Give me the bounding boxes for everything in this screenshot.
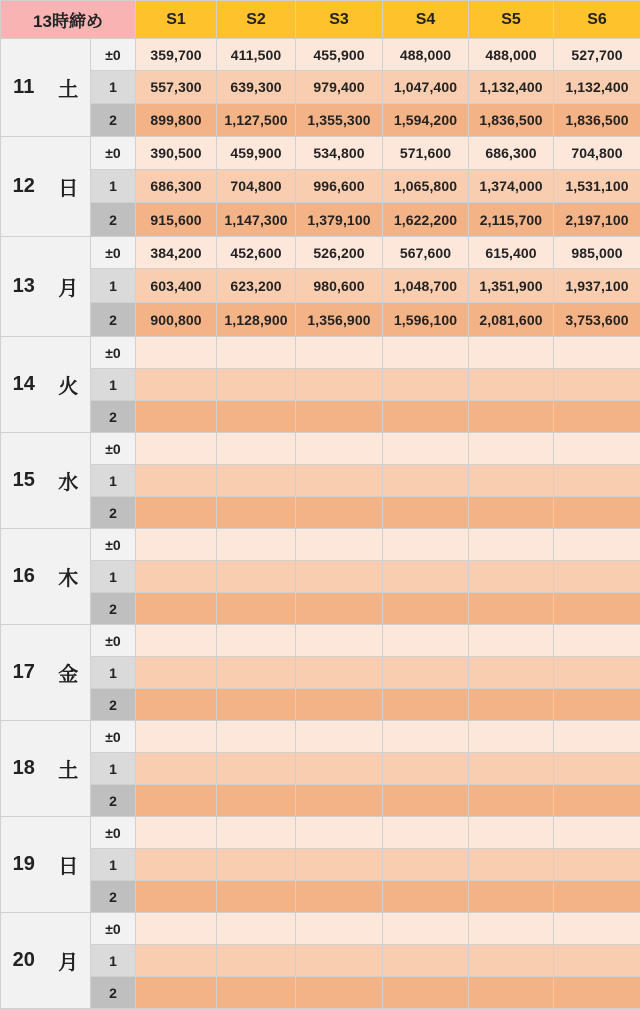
value-cell: 411,500 — [217, 39, 296, 71]
value-cell: 1,594,200 — [383, 104, 469, 137]
value-cell — [469, 817, 554, 849]
value-cell — [383, 881, 469, 913]
day-number: 11 — [1, 39, 47, 137]
value-cell — [296, 593, 383, 625]
table-row — [1, 465, 640, 497]
value-cell — [217, 753, 296, 785]
value-cell — [383, 529, 469, 561]
value-cell — [554, 657, 640, 689]
value-cell — [469, 337, 554, 369]
value-cell — [383, 689, 469, 721]
level-label: 2 — [91, 977, 136, 1009]
value-cell — [136, 369, 217, 401]
value-cell: 899,800 — [136, 104, 217, 137]
table-row — [1, 529, 640, 561]
value-cell — [554, 433, 640, 465]
corner-label: 13時締め — [1, 1, 136, 39]
value-cell — [469, 913, 554, 945]
column-header-s3: S3 — [296, 1, 383, 39]
value-cell — [136, 977, 217, 1009]
value-cell — [383, 721, 469, 753]
value-cell — [469, 849, 554, 881]
value-cell: 979,400 — [296, 71, 383, 104]
value-cell — [469, 369, 554, 401]
column-header-s2: S2 — [217, 1, 296, 39]
value-cell — [296, 945, 383, 977]
value-cell: 980,600 — [296, 269, 383, 303]
value-cell: 384,200 — [136, 237, 217, 269]
level-label: ±0 — [91, 237, 136, 269]
day-number: 12 — [1, 137, 47, 237]
day-number: 17 — [1, 625, 47, 721]
value-cell — [383, 497, 469, 529]
table-row — [1, 785, 640, 817]
value-cell: 1,047,400 — [383, 71, 469, 104]
value-cell — [296, 657, 383, 689]
value-cell — [554, 977, 640, 1009]
column-header-s6: S6 — [554, 1, 640, 39]
weekday-label: 金 — [47, 625, 91, 721]
table-row — [1, 401, 640, 433]
value-cell — [383, 561, 469, 593]
level-label: 2 — [91, 497, 136, 529]
value-cell — [296, 849, 383, 881]
level-label: ±0 — [91, 913, 136, 945]
value-cell — [136, 881, 217, 913]
value-cell: 459,900 — [217, 137, 296, 170]
value-cell: 571,600 — [383, 137, 469, 170]
value-cell: 2,081,600 — [469, 303, 554, 337]
table-row — [1, 849, 640, 881]
value-cell — [383, 657, 469, 689]
value-cell — [383, 625, 469, 657]
value-cell — [554, 369, 640, 401]
value-cell: 704,800 — [217, 170, 296, 203]
value-cell: 3,753,600 — [554, 303, 640, 337]
value-cell — [469, 657, 554, 689]
value-cell: 686,300 — [136, 170, 217, 203]
value-cell — [136, 465, 217, 497]
day-number: 15 — [1, 433, 47, 529]
table-row — [1, 593, 640, 625]
value-cell: 455,900 — [296, 39, 383, 71]
level-label: ±0 — [91, 39, 136, 71]
value-cell — [296, 497, 383, 529]
value-cell — [383, 465, 469, 497]
value-cell — [554, 849, 640, 881]
value-cell — [383, 945, 469, 977]
level-label: 1 — [91, 657, 136, 689]
column-header-s1: S1 — [136, 1, 217, 39]
value-cell — [217, 337, 296, 369]
value-cell — [296, 369, 383, 401]
value-cell — [136, 497, 217, 529]
column-header-s4: S4 — [383, 1, 469, 39]
value-cell — [136, 689, 217, 721]
level-label: 1 — [91, 71, 136, 104]
value-cell — [136, 849, 217, 881]
weekday-label: 水 — [47, 433, 91, 529]
value-cell — [136, 913, 217, 945]
level-label: ±0 — [91, 337, 136, 369]
value-cell — [136, 817, 217, 849]
value-cell — [136, 945, 217, 977]
value-cell: 390,500 — [136, 137, 217, 170]
value-cell — [554, 785, 640, 817]
value-cell: 534,800 — [296, 137, 383, 170]
weekday-label: 土 — [47, 721, 91, 817]
value-cell — [217, 593, 296, 625]
value-cell: 2,115,700 — [469, 203, 554, 237]
level-label: ±0 — [91, 817, 136, 849]
value-cell — [136, 433, 217, 465]
value-cell — [469, 977, 554, 1009]
value-cell — [296, 913, 383, 945]
value-cell: 915,600 — [136, 203, 217, 237]
table-row — [1, 689, 640, 721]
value-cell — [554, 753, 640, 785]
table-row — [1, 303, 640, 337]
value-cell — [217, 657, 296, 689]
header-row — [1, 1, 640, 39]
value-cell — [217, 497, 296, 529]
value-cell — [554, 593, 640, 625]
value-cell — [383, 433, 469, 465]
value-cell — [217, 849, 296, 881]
value-cell: 985,000 — [554, 237, 640, 269]
weekday-label: 月 — [47, 237, 91, 337]
value-cell: 900,800 — [136, 303, 217, 337]
value-cell: 359,700 — [136, 39, 217, 71]
table-row — [1, 657, 640, 689]
table-row — [1, 625, 640, 657]
value-cell — [296, 785, 383, 817]
value-cell — [554, 337, 640, 369]
value-cell: 488,000 — [383, 39, 469, 71]
value-cell — [296, 689, 383, 721]
table-row — [1, 753, 640, 785]
value-cell: 1,127,500 — [217, 104, 296, 137]
value-cell — [136, 625, 217, 657]
value-cell — [554, 881, 640, 913]
value-cell — [554, 721, 640, 753]
value-cell — [554, 497, 640, 529]
weekday-label: 月 — [47, 913, 91, 1009]
value-cell — [296, 465, 383, 497]
value-cell — [217, 625, 296, 657]
value-cell: 996,600 — [296, 170, 383, 203]
level-label: 1 — [91, 465, 136, 497]
value-cell: 686,300 — [469, 137, 554, 170]
value-cell — [136, 721, 217, 753]
value-cell: 1,132,400 — [554, 71, 640, 104]
value-cell — [554, 913, 640, 945]
value-cell — [469, 721, 554, 753]
value-cell — [296, 529, 383, 561]
table-row — [1, 104, 640, 137]
value-cell — [217, 369, 296, 401]
weekday-label: 日 — [47, 137, 91, 237]
value-cell — [383, 785, 469, 817]
value-cell — [217, 465, 296, 497]
value-cell: 1,355,300 — [296, 104, 383, 137]
value-cell: 1,065,800 — [383, 170, 469, 203]
value-cell — [296, 753, 383, 785]
value-cell — [217, 913, 296, 945]
value-cell — [469, 593, 554, 625]
table-row — [1, 945, 640, 977]
value-cell — [217, 721, 296, 753]
level-label: 2 — [91, 689, 136, 721]
value-cell: 704,800 — [554, 137, 640, 170]
level-label: ±0 — [91, 137, 136, 170]
value-cell — [383, 337, 469, 369]
day-number: 19 — [1, 817, 47, 913]
value-cell: 567,600 — [383, 237, 469, 269]
level-label: 2 — [91, 303, 136, 337]
value-cell: 615,400 — [469, 237, 554, 269]
value-cell — [296, 337, 383, 369]
value-cell: 639,300 — [217, 71, 296, 104]
value-cell — [217, 433, 296, 465]
value-cell: 1,596,100 — [383, 303, 469, 337]
value-cell — [469, 465, 554, 497]
table-row — [1, 433, 640, 465]
table-row — [1, 337, 640, 369]
value-cell — [554, 945, 640, 977]
value-cell — [469, 497, 554, 529]
value-cell — [136, 401, 217, 433]
value-cell: 1,128,900 — [217, 303, 296, 337]
value-cell — [554, 529, 640, 561]
level-label: 2 — [91, 203, 136, 237]
value-cell — [136, 593, 217, 625]
value-cell: 1,622,200 — [383, 203, 469, 237]
level-label: 1 — [91, 945, 136, 977]
table-row — [1, 269, 640, 303]
value-cell — [383, 753, 469, 785]
value-cell — [136, 337, 217, 369]
value-cell — [383, 849, 469, 881]
day-number: 14 — [1, 337, 47, 433]
value-cell — [469, 561, 554, 593]
value-cell — [469, 401, 554, 433]
table-row — [1, 369, 640, 401]
table-row — [1, 881, 640, 913]
value-cell — [136, 657, 217, 689]
value-cell — [136, 753, 217, 785]
value-cell — [554, 625, 640, 657]
value-cell — [217, 817, 296, 849]
value-cell: 1,836,500 — [554, 104, 640, 137]
value-cell: 452,600 — [217, 237, 296, 269]
table-row — [1, 561, 640, 593]
level-label: ±0 — [91, 433, 136, 465]
value-cell — [469, 785, 554, 817]
value-cell: 603,400 — [136, 269, 217, 303]
level-label: 2 — [91, 401, 136, 433]
value-cell — [383, 369, 469, 401]
value-cell — [554, 689, 640, 721]
value-cell — [469, 689, 554, 721]
value-cell: 2,197,100 — [554, 203, 640, 237]
value-cell — [554, 561, 640, 593]
value-cell: 1,132,400 — [469, 71, 554, 104]
table-row — [1, 203, 640, 237]
value-cell — [469, 881, 554, 913]
value-cell — [296, 625, 383, 657]
day-number: 16 — [1, 529, 47, 625]
value-cell — [136, 561, 217, 593]
value-cell — [383, 977, 469, 1009]
value-cell — [469, 529, 554, 561]
value-cell: 1,937,100 — [554, 269, 640, 303]
value-cell: 527,700 — [554, 39, 640, 71]
level-label: 2 — [91, 881, 136, 913]
value-cell — [217, 945, 296, 977]
value-cell — [554, 401, 640, 433]
level-label: 1 — [91, 753, 136, 785]
value-cell — [296, 977, 383, 1009]
weekday-label: 火 — [47, 337, 91, 433]
value-cell — [296, 433, 383, 465]
table-row — [1, 237, 640, 269]
level-label: 1 — [91, 269, 136, 303]
level-label: 2 — [91, 593, 136, 625]
level-label: ±0 — [91, 721, 136, 753]
table-row — [1, 39, 640, 71]
value-cell — [217, 977, 296, 1009]
value-cell: 526,200 — [296, 237, 383, 269]
level-label: 1 — [91, 170, 136, 203]
value-cell — [296, 561, 383, 593]
table-row — [1, 977, 640, 1009]
value-cell — [469, 433, 554, 465]
level-label: 1 — [91, 849, 136, 881]
value-cell — [383, 593, 469, 625]
value-cell: 1,374,000 — [469, 170, 554, 203]
level-label: ±0 — [91, 625, 136, 657]
value-cell: 1,356,900 — [296, 303, 383, 337]
day-number: 20 — [1, 913, 47, 1009]
value-cell — [383, 401, 469, 433]
weekday-label: 日 — [47, 817, 91, 913]
value-cell — [296, 817, 383, 849]
value-cell — [554, 817, 640, 849]
value-cell — [296, 881, 383, 913]
table-body — [1, 39, 640, 1009]
value-cell — [469, 753, 554, 785]
value-cell — [469, 945, 554, 977]
weekday-label: 木 — [47, 529, 91, 625]
value-cell: 488,000 — [469, 39, 554, 71]
value-cell — [217, 529, 296, 561]
column-header-s5: S5 — [469, 1, 554, 39]
value-cell: 1,048,700 — [383, 269, 469, 303]
value-cell — [383, 817, 469, 849]
value-cell: 623,200 — [217, 269, 296, 303]
level-label: 2 — [91, 785, 136, 817]
value-cell — [296, 401, 383, 433]
table-row — [1, 817, 640, 849]
value-cell — [217, 689, 296, 721]
value-cell: 1,836,500 — [469, 104, 554, 137]
table-row — [1, 71, 640, 104]
value-cell — [217, 401, 296, 433]
weekday-label: 土 — [47, 39, 91, 137]
level-label: 1 — [91, 561, 136, 593]
level-label: 2 — [91, 104, 136, 137]
level-label: 1 — [91, 369, 136, 401]
value-cell: 1,147,300 — [217, 203, 296, 237]
value-cell: 1,379,100 — [296, 203, 383, 237]
level-label: ±0 — [91, 529, 136, 561]
table-row — [1, 137, 640, 170]
value-cell — [469, 625, 554, 657]
value-cell — [217, 561, 296, 593]
value-cell — [217, 881, 296, 913]
value-cell — [136, 529, 217, 561]
day-number: 18 — [1, 721, 47, 817]
value-cell — [136, 785, 217, 817]
value-cell — [296, 721, 383, 753]
value-cell — [554, 465, 640, 497]
value-cell: 557,300 — [136, 71, 217, 104]
table-row — [1, 913, 640, 945]
table-row — [1, 497, 640, 529]
table-row — [1, 721, 640, 753]
value-cell: 1,351,900 — [469, 269, 554, 303]
day-number: 13 — [1, 237, 47, 337]
value-cell — [217, 785, 296, 817]
value-cell: 1,531,100 — [554, 170, 640, 203]
table-row — [1, 170, 640, 203]
value-cell — [383, 913, 469, 945]
